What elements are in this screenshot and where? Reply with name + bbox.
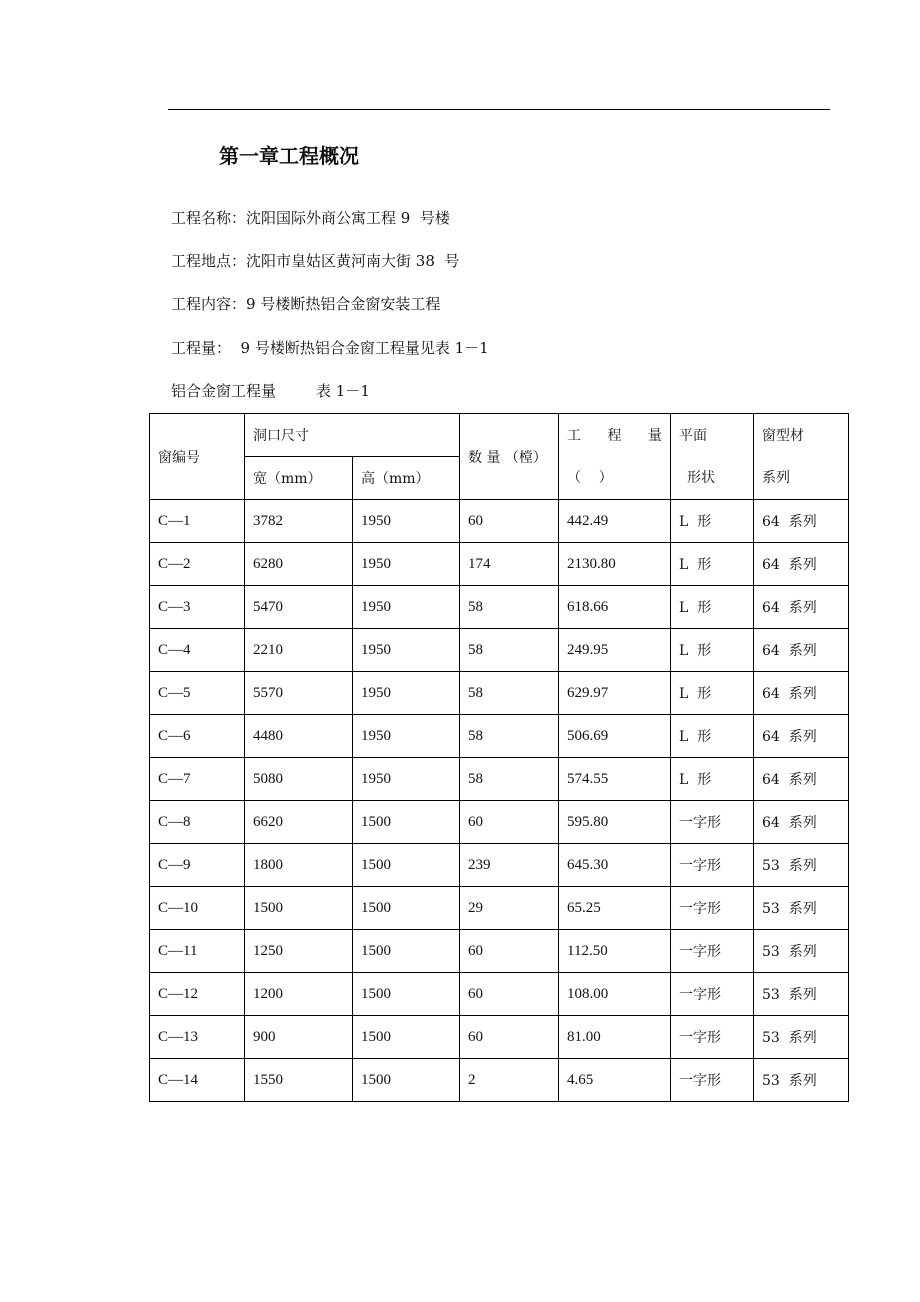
cell-height: 1950 (353, 500, 460, 543)
table-row (150, 1059, 849, 1102)
cell-series: 53 系列 (754, 1059, 849, 1102)
cell-quantity: 629.97 (559, 672, 671, 715)
cell-shape: 一字形 (671, 930, 754, 973)
cell-height: 1500 (353, 844, 460, 887)
cell-width: 1500 (245, 887, 353, 930)
cell-series: 64 系列 (754, 586, 849, 629)
cell-count: 60 (460, 973, 559, 1016)
cell-shape: L 形 (671, 500, 754, 543)
cell-window-id: C—13 (150, 1016, 245, 1059)
cell-width: 6280 (245, 543, 353, 586)
cell-quantity: 618.66 (559, 586, 671, 629)
cell-count: 2 (460, 1059, 559, 1102)
header-quantity-line2: （ ） (567, 469, 613, 486)
cell-window-id: C—2 (150, 543, 245, 586)
cell-width: 1250 (245, 930, 353, 973)
cell-quantity: 595.80 (559, 801, 671, 844)
cell-width: 5080 (245, 758, 353, 801)
cell-shape: 一字形 (671, 1059, 754, 1102)
cell-window-id: C—6 (150, 715, 245, 758)
cell-count: 60 (460, 500, 559, 543)
header-plan-shape (671, 414, 754, 500)
header-quantity (559, 414, 671, 500)
cell-width: 1550 (245, 1059, 353, 1102)
cell-shape: 一字形 (671, 844, 754, 887)
table-caption-title: 铝合金窗工程量 (171, 382, 277, 400)
header-count: 数 量 （樘） (460, 414, 559, 500)
cell-height: 1500 (353, 973, 460, 1016)
cell-series: 64 系列 (754, 500, 849, 543)
cell-window-id: C—9 (150, 844, 245, 887)
cell-quantity: 65.25 (559, 887, 671, 930)
header-rule (168, 109, 830, 110)
header-profile-series (754, 414, 849, 500)
cell-series: 64 系列 (754, 715, 849, 758)
cell-shape: L 形 (671, 758, 754, 801)
cell-series: 64 系列 (754, 672, 849, 715)
project-location-label: 工程地点： (171, 252, 247, 270)
cell-shape: L 形 (671, 715, 754, 758)
cell-count: 58 (460, 672, 559, 715)
cell-height: 1950 (353, 715, 460, 758)
cell-height: 1500 (353, 1016, 460, 1059)
cell-height: 1500 (353, 1059, 460, 1102)
cell-count: 60 (460, 801, 559, 844)
cell-count: 29 (460, 887, 559, 930)
window-quantity-table (149, 413, 849, 1102)
cell-quantity: 249.95 (559, 629, 671, 672)
cell-height: 1500 (353, 887, 460, 930)
project-quantity-line (171, 336, 489, 360)
cell-width: 900 (245, 1016, 353, 1059)
cell-series: 53 系列 (754, 887, 849, 930)
table-row (150, 629, 849, 672)
cell-shape: 一字形 (671, 1016, 754, 1059)
cell-shape: L 形 (671, 543, 754, 586)
cell-shape: L 形 (671, 672, 754, 715)
cell-series: 64 系列 (754, 543, 849, 586)
cell-quantity: 4.65 (559, 1059, 671, 1102)
cell-series: 64 系列 (754, 801, 849, 844)
header-opening-size: 洞口尺寸 (245, 414, 460, 457)
header-profile-line1: 窗型材 (762, 427, 804, 444)
cell-count: 58 (460, 586, 559, 629)
cell-series: 53 系列 (754, 1016, 849, 1059)
table-row (150, 801, 849, 844)
table-row (150, 758, 849, 801)
cell-series: 53 系列 (754, 844, 849, 887)
project-name-value: 沈阳国际外商公寓工程 9 号楼 (246, 209, 450, 227)
cell-series: 53 系列 (754, 930, 849, 973)
cell-height: 1950 (353, 758, 460, 801)
project-content-value: 9 号楼断热铝合金窗安装工程 (246, 295, 441, 313)
cell-shape: 一字形 (671, 973, 754, 1016)
cell-width: 1800 (245, 844, 353, 887)
project-location-value: 沈阳市皇姑区黄河南大街 38 号 (246, 252, 460, 270)
cell-window-id: C—14 (150, 1059, 245, 1102)
table-caption-number: 表 1－1 (316, 382, 370, 400)
header-plan-line2: 形状 (687, 469, 715, 486)
cell-window-id: C—7 (150, 758, 245, 801)
cell-quantity: 108.00 (559, 973, 671, 1016)
cell-width: 4480 (245, 715, 353, 758)
project-content-line (171, 292, 440, 316)
cell-shape: 一字形 (671, 887, 754, 930)
cell-height: 1950 (353, 672, 460, 715)
table-row (150, 500, 849, 543)
table-row (150, 543, 849, 586)
cell-window-id: C—8 (150, 801, 245, 844)
project-quantity-value: 9 号楼断热铝合金窗工程量见表 1－1 (231, 339, 489, 357)
cell-height: 1950 (353, 629, 460, 672)
cell-count: 239 (460, 844, 559, 887)
project-content-label: 工程内容： (171, 295, 247, 313)
project-quantity-label: 工程量： (171, 339, 232, 357)
cell-width: 3782 (245, 500, 353, 543)
cell-window-id: C—5 (150, 672, 245, 715)
cell-count: 58 (460, 715, 559, 758)
table-row (150, 973, 849, 1016)
cell-window-id: C—4 (150, 629, 245, 672)
table-row (150, 672, 849, 715)
table-row (150, 586, 849, 629)
cell-series: 64 系列 (754, 758, 849, 801)
header-plan-line1: 平面 (679, 427, 707, 444)
header-quantity-line1: 工 程 量 (567, 427, 662, 444)
cell-shape: 一字形 (671, 801, 754, 844)
cell-quantity: 81.00 (559, 1016, 671, 1059)
cell-series: 64 系列 (754, 629, 849, 672)
cell-window-id: C—10 (150, 887, 245, 930)
cell-quantity: 442.49 (559, 500, 671, 543)
chapter-title: 第一章工程概况 (219, 144, 359, 168)
cell-width: 2210 (245, 629, 353, 672)
cell-height: 1950 (353, 543, 460, 586)
cell-quantity: 645.30 (559, 844, 671, 887)
cell-shape: L 形 (671, 629, 754, 672)
cell-width: 1200 (245, 973, 353, 1016)
cell-window-id: C—12 (150, 973, 245, 1016)
header-height: 高（mm） (353, 457, 460, 500)
project-name-label: 工程名称： (171, 209, 247, 227)
cell-count: 58 (460, 758, 559, 801)
header-width: 宽（mm） (245, 457, 353, 500)
cell-height: 1500 (353, 930, 460, 973)
cell-width: 5470 (245, 586, 353, 629)
table-row (150, 715, 849, 758)
cell-shape: L 形 (671, 586, 754, 629)
cell-quantity: 506.69 (559, 715, 671, 758)
header-profile-line2: 系列 (762, 469, 790, 486)
project-name-line (171, 206, 450, 230)
table-row (150, 930, 849, 973)
cell-width: 5570 (245, 672, 353, 715)
cell-quantity: 2130.80 (559, 543, 671, 586)
cell-height: 1950 (353, 586, 460, 629)
cell-height: 1500 (353, 801, 460, 844)
table-row (150, 1016, 849, 1059)
header-window-no: 窗编号 (150, 414, 245, 500)
cell-width: 6620 (245, 801, 353, 844)
cell-quantity: 574.55 (559, 758, 671, 801)
cell-quantity: 112.50 (559, 930, 671, 973)
cell-window-id: C—3 (150, 586, 245, 629)
table-row (150, 887, 849, 930)
cell-window-id: C—11 (150, 930, 245, 973)
cell-count: 60 (460, 1016, 559, 1059)
cell-window-id: C—1 (150, 500, 245, 543)
cell-count: 58 (460, 629, 559, 672)
cell-series: 53 系列 (754, 973, 849, 1016)
cell-count: 174 (460, 543, 559, 586)
table-row (150, 844, 849, 887)
project-location-line (171, 249, 459, 273)
cell-count: 60 (460, 930, 559, 973)
table-caption (171, 379, 370, 403)
